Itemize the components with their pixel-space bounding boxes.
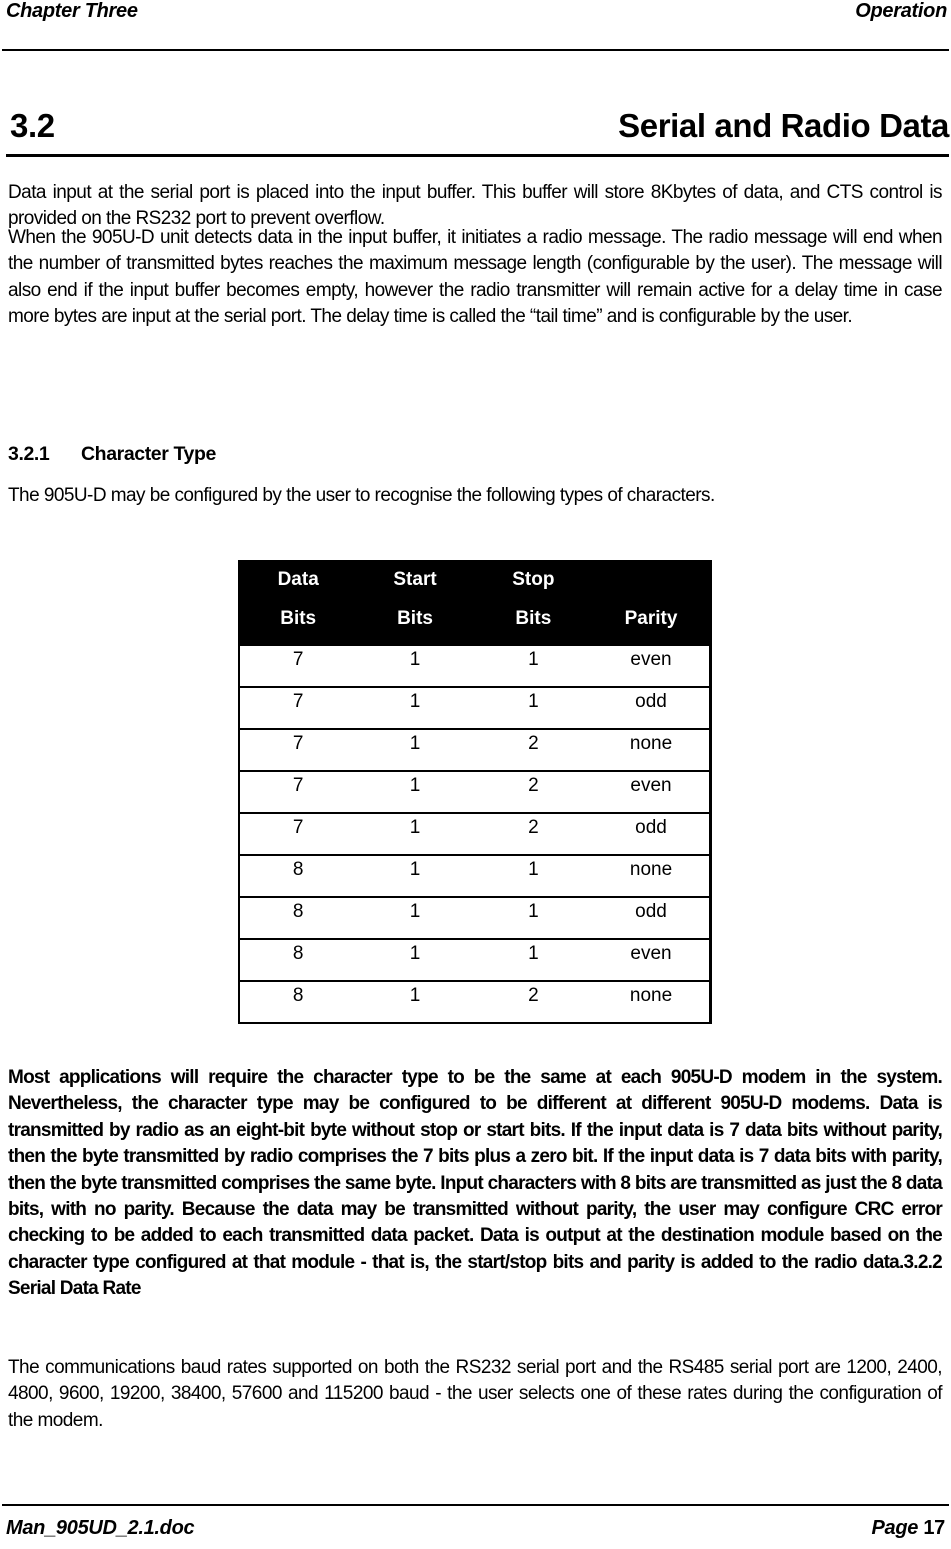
cell-data-bits: 8 xyxy=(292,985,304,1006)
section-number: 3.2 xyxy=(10,107,55,144)
cell-parity: even xyxy=(593,646,710,687)
section-heading xyxy=(10,102,949,150)
table-header-row xyxy=(239,560,711,646)
cell-data-bits: 7 xyxy=(239,687,356,729)
cell-data-bits: 8 xyxy=(239,939,356,981)
cell-parity: none xyxy=(629,985,673,1006)
header-data-bits: Data Bits xyxy=(239,560,356,646)
cell-stop-bits: 2 xyxy=(474,771,593,813)
cell-start-bits: 1 xyxy=(356,687,473,729)
cell-data-bits: 7 xyxy=(239,729,356,771)
subsection-title: Character Type xyxy=(81,443,216,465)
table-body xyxy=(239,646,711,1023)
cell-parity: odd xyxy=(593,813,710,855)
header-stop-bits: Stop Bits xyxy=(474,560,593,646)
cell-stop-bits: 2 xyxy=(474,729,593,771)
page-footer xyxy=(6,1517,945,1540)
cell-start-bits: 1 xyxy=(356,855,473,897)
table-row xyxy=(239,729,711,771)
cell-start-bits: 1 xyxy=(356,771,473,813)
paragraph-radio-message: When the 905U-D unit detects data in the input buffer, it initiates a radio message. The radio message will end when the number of transmitted bytes reaches the maximum message length (configurable by the user). The message will also end if the input buffer becomes empty, however the radio transmitter will remain active for a delay time in case more bytes are input at the serial port. The delay time is called the “tail time” and is configurable by the user. xyxy=(8,227,942,328)
cell-stop-bits: 2 xyxy=(528,985,539,1006)
cell-start-bits: 1 xyxy=(356,813,473,855)
page-number: 17 xyxy=(923,1517,945,1539)
cell-data-bits: 7 xyxy=(239,771,356,813)
document-name: Man_905UD_2.1.doc xyxy=(6,1517,195,1539)
paragraph-character-type-details: Most applications will require the character type to be the same at each 905U-D modem in the system. Nevertheless, the character type may be configured to be different at different 905U-D modems. Data is transmitted by radio as an eight-bit byte without stop or start bits. If the input data is 7 data bits without parity, then the byte transmitted by radio comprises the 7 bits plus a zero bit. If the input data is 7 data bits with parity, then the byte transmitted comprises the same byte. Input characters with 8 bits are transmitted as just the 8 data bits, with no parity. Because the data may be transmitted without parity, the user may configure CRC error checking to be added to each transmitted data packet. Data is output at the destination module based on the character type configured at that module - that is, the start/stop bits and parity is added to the radio data.3.2.2 Serial Data Rate xyxy=(8,1067,942,1300)
paragraph-serial-data-rate: The communications baud rates supported on both the RS232 serial port and the RS485 serial port are 1200, 2400, 4800, 9600, 19200, 38400, 57600 and 115200 baud - the user selects one of these rates during the configuration of the modem. xyxy=(8,1357,942,1431)
cell-start-bits: 1 xyxy=(356,939,473,981)
running-header xyxy=(6,0,947,24)
cell-parity: odd xyxy=(593,897,710,939)
cell-start-bits: 1 xyxy=(356,646,473,687)
header-start-bits: Start Bits xyxy=(356,560,473,646)
subsection-number: 3.2.1 xyxy=(8,443,50,465)
cell-data-bits: 7 xyxy=(239,813,356,855)
cell-data-bits: 8 xyxy=(239,897,356,939)
cell-stop-bits: 1 xyxy=(474,646,593,687)
cell-stop-bits: 1 xyxy=(474,855,593,897)
paragraph-input-buffer: Data input at the serial port is placed into the input buffer. This buffer will store 8Kbytes of data, and CTS control is provided on the RS232 port to prevent overflow. xyxy=(8,182,942,230)
cell-parity: none xyxy=(593,729,710,771)
cell-stop-bits: 1 xyxy=(474,939,593,981)
header-divider xyxy=(2,49,949,51)
chapter-label: Chapter Three xyxy=(6,0,138,22)
subsection-heading-character-type xyxy=(8,443,216,466)
footer-divider xyxy=(2,1504,949,1506)
table-row xyxy=(239,813,711,855)
character-type-table xyxy=(238,560,712,1024)
cell-parity: even xyxy=(593,771,710,813)
section-title: Serial and Radio Data xyxy=(618,107,949,144)
cell-stop-bits: 2 xyxy=(474,813,593,855)
section-divider xyxy=(6,154,949,157)
paragraph-character-intro: The 905U-D may be configured by the user to recognise the following types of characters. xyxy=(8,485,715,506)
cell-start-bits: 1 xyxy=(356,729,473,771)
table-row xyxy=(239,939,711,981)
table-row xyxy=(239,981,711,1023)
cell-stop-bits: 1 xyxy=(474,897,593,939)
cell-parity: odd xyxy=(593,687,710,729)
section-name-label: Operation xyxy=(855,0,947,22)
cell-data-bits: 8 xyxy=(239,855,356,897)
cell-stop-bits: 1 xyxy=(474,687,593,729)
page-indicator: Page 17 xyxy=(871,1517,945,1539)
cell-start-bits: 1 xyxy=(409,985,421,1006)
cell-data-bits: 7 xyxy=(239,646,356,687)
table-row xyxy=(239,687,711,729)
table-row xyxy=(239,855,711,897)
cell-parity: none xyxy=(593,855,710,897)
table-row xyxy=(239,646,711,687)
table-row xyxy=(239,897,711,939)
table-row xyxy=(239,771,711,813)
cell-parity: even xyxy=(593,939,710,981)
cell-start-bits: 1 xyxy=(356,897,473,939)
header-parity: Parity xyxy=(593,560,710,646)
